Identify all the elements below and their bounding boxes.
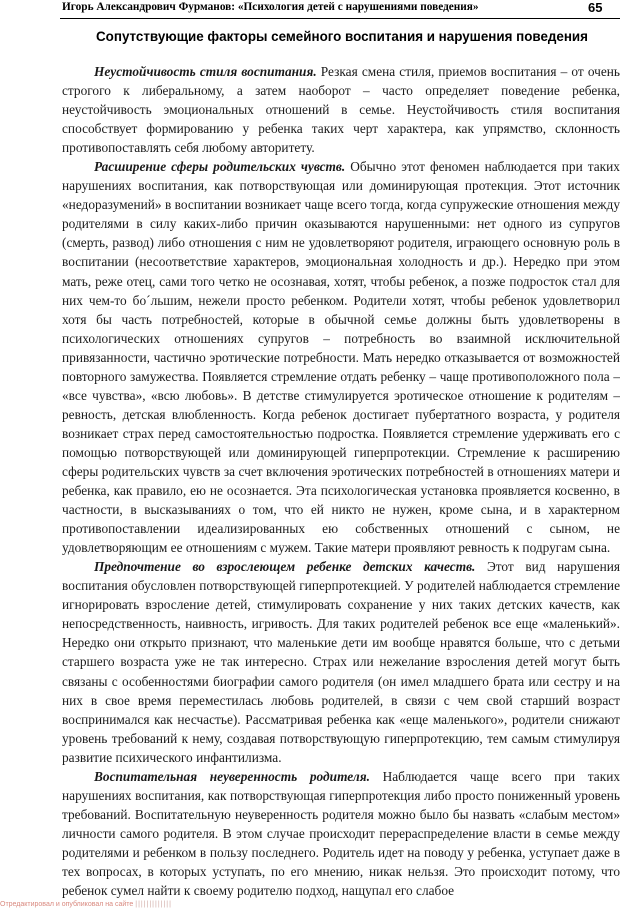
paragraph (62, 557, 620, 767)
page-number: 65 (588, 0, 603, 15)
body-text (62, 62, 620, 900)
stamp-marks: ||||||||||||| (135, 901, 172, 908)
paragraph-text: Этот вид нарушения воспитания обусловлен потворствующей гиперпротекцией. У родителей наблюдается стремление игнорировать взросление детей, стимулировать сохранение у них таких детских качеств, как непосредственность, наивность, игривость. Для таких родителей ребенок все еще «маленький». Нередко они открыто признают, что маленькие дети им вообще нравятся больше, что с детьми старшего возраста уже не так интересно. Страх или нежелание взросления детей могут быть связаны с особенностями биографии самого родителя (он имел младшего брата или сестру и на них в свое время переместилась любовь родителей, в связи с чем свой старший возраст воспринимался как несчастье). Рассматривая ребенка как «еще маленького», родители снижают уровень требований к нему, создавая потворствующую гиперпротекцию, тем самым стимулируя развитие психического инфантилизма. (62, 559, 620, 765)
paragraph (62, 157, 620, 557)
paragraph-text: Обычно этот феномен наблюдается при таких нарушениях воспитания, как потворствующая или доминирующая протекция. Этот источник «недоразумений» в воспитании возникает чаще всего тогда, когда супружеские отношения между родителями в силу каких-либо причин оказываются нарушенными: нет одного из супругов (смерть, развод) либо отношения с ним не удовлетворяют родителя, играющего основную роль в воспитании (несоответствие характеров, эмоциональная холодность и др.). Нередко при этом мать, реже отец, сами того четко не осознавая, хотят, чтобы ребенок, а позже подросток стал для них чем-то бо´льшим, нежели просто ребенком. Родители хотят, чтобы ребенок удовлетворил хотя бы часть потребностей, которые в обычной семье должны быть удовлетворены в психологических отношениях супругов – потребность во взаимной исключительной привязанности, частично эротические потребности. Мать нередко отказывается от возможностей повторного замужества. Появляется стремление отдать ребенку – чаще противоположного пола – «все чувства», «всю любовь». В детстве стимулируется эротическое отношение к родителям – ревность, детская влюбленность. Когда ребенок достигает пубертатного возраста, у родителя возникает страх перед самостоятельностью подростка. Появляется стремление удерживать его с помощью потворствующей или доминирующей гиперпротекции. Стремление к расширению сферы родительских чувств за счет включения эротических потребностей в отношениях матери и ребенка, как правило, ею не осознается. Эта психологическая установка проявляется косвенно, в частности, в высказываниях о том, что ей никто не нужен, кроме сына, и в характерном противопоставлении идеализированных ею собственных отношений с сыном, не удовлетворяющим ее отношениям с мужем. Такие матери проявляют ревность к подругам сына. (62, 159, 620, 556)
paragraph (62, 62, 620, 157)
paragraph-term: Неустойчивость стиля воспитания. (94, 64, 317, 79)
paragraph-text: Резкая смена стиля, приемов воспитания – от очень строгого к либеральному, а затем наоборот – часто определяет поведение ребенка, неустойчивость эмоциональных отношений в семье. Неустойчивость стиля воспитания способствует формированию у ребенка таких черт характера, как упрямство, склонность противопоставлять себя любому авторитету. (62, 64, 620, 156)
stamp-text: Отредактировал и опубликовал на сайте (0, 901, 134, 908)
paragraph-text: Наблюдается чаще всего при таких нарушениях воспитания, как потворствующая гиперпротекция либо просто пониженный уровень требований. Воспитательную неуверенность родителя можно было бы назвать «слабым местом» личности самого родителя. В этом случае происходит перераспределение власти в семье между родителями и ребенком в пользу последнего. Родитель идет на поводу у ребенка, уступает даже в тех вопросах, в которых уступать, по его мнению, никак нельзя. Это происходит потому, что ребенок сумел найти к своему родителю подход, нащупал его слабое (62, 768, 620, 899)
publisher-stamp (0, 901, 172, 913)
header-divider (60, 18, 620, 19)
paragraph-term: Предпочтение во взрослеющем ребенке детских качеств. (94, 559, 476, 575)
running-head: Игорь Александрович Фурманов: «Психология детей с нарушениями поведения» (62, 1, 479, 13)
paragraph-term: Расширение сферы родительских чувств. (94, 159, 346, 175)
section-title: Сопутствующие факторы семейного воспитания и нарушения поведения (96, 29, 588, 44)
paragraph (62, 767, 620, 900)
paragraph-term: Воспитательная неуверенность родителя. (94, 768, 370, 784)
